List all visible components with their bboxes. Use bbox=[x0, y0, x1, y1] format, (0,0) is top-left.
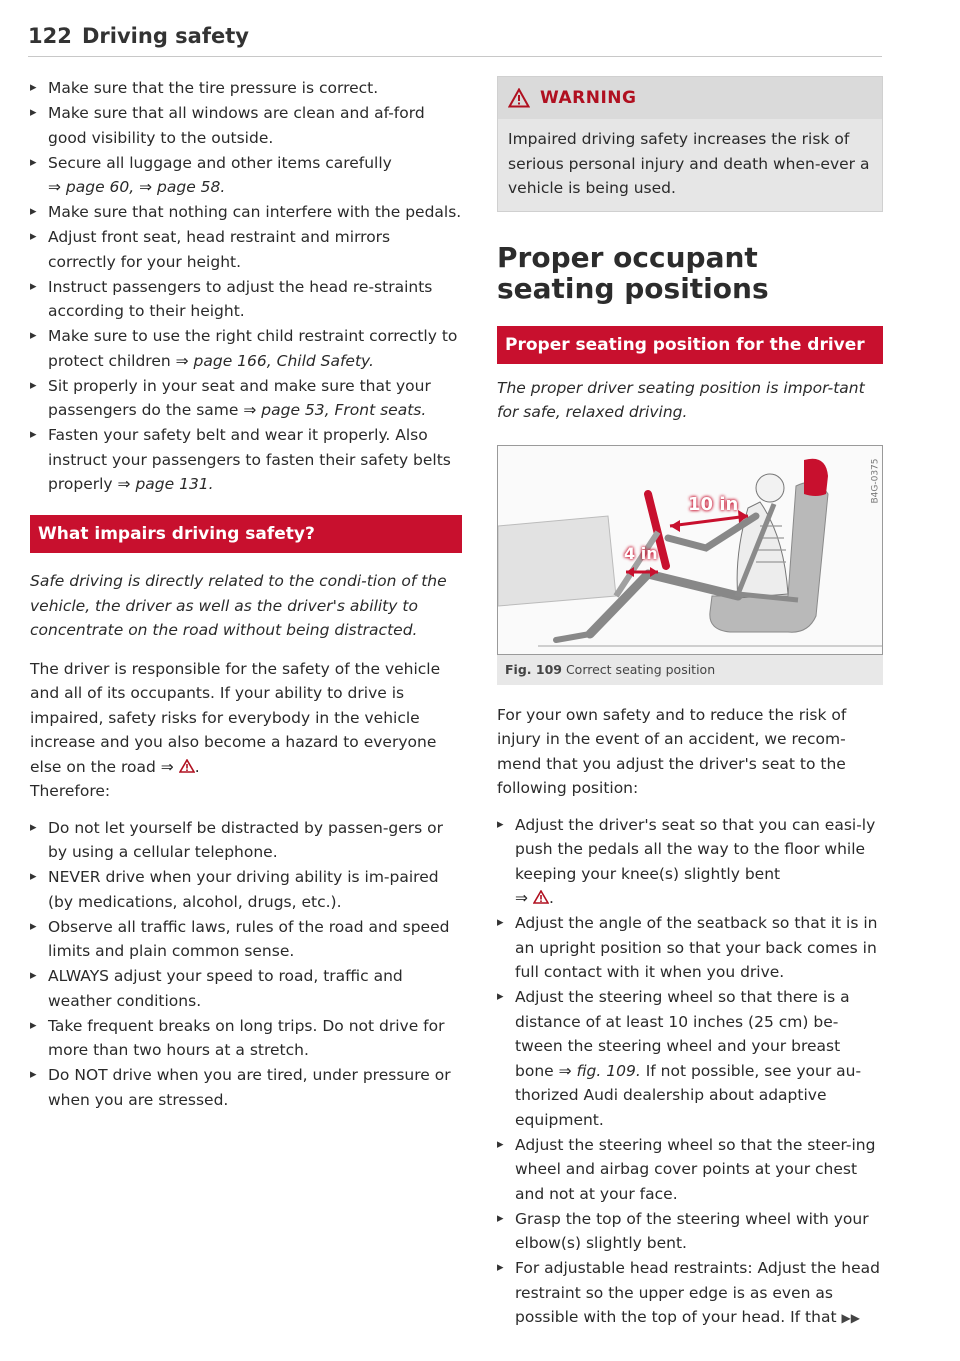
figure-seating-position bbox=[497, 445, 883, 655]
list-item bbox=[497, 985, 883, 1132]
list-item: ▸ Instruct passengers to adjust the head re-straints according to their height. bbox=[30, 275, 462, 324]
distance-label-4in: 4 in bbox=[624, 543, 658, 563]
list-item bbox=[497, 1256, 883, 1331]
list-item: ▸ Do not let yourself be distracted by passen-gers or by using a cellular telephone. bbox=[30, 816, 462, 865]
warning-triangle-icon bbox=[179, 759, 195, 773]
list-item: ▸ Observe all traffic laws, rules of the road and speed limits and plain common sense. bbox=[30, 915, 462, 964]
list-item: ▸ Grasp the top of the steering wheel with your elbow(s) slightly bent. bbox=[497, 1207, 883, 1256]
warning-reference-link[interactable]: ⇒ . bbox=[515, 889, 554, 907]
figure-caption bbox=[497, 655, 883, 685]
list-item-text: Adjust the steering wheel so that there is a distance of at least 10 inches (25 cm) be-tween the steering wheel and your breast bone bbox=[515, 988, 850, 1080]
section-banner: Proper seating position for the driver bbox=[497, 326, 883, 364]
list-item bbox=[30, 423, 462, 497]
list-item-text: Fasten your safety belt and wear it properly. Also instruct your passengers to fasten their safety belts properly bbox=[48, 426, 451, 493]
list-item bbox=[30, 151, 462, 200]
list-item: ▸ Adjust the steering wheel so that the steer-ing wheel and airbag cover points at your chest and not at your face. bbox=[497, 1133, 883, 1207]
warning-header bbox=[498, 77, 882, 119]
figure-caption-text: Correct seating position bbox=[565, 661, 716, 677]
figure-reference-link[interactable]: ⇒ fig. 109. bbox=[558, 1061, 641, 1080]
list-item: ▸ NEVER drive when your driving ability is im-paired (by medications, alcohol, drugs, etc.). bbox=[30, 865, 462, 914]
body-paragraph: For your own safety and to reduce the risk of injury in the event of an accident, we recom-mend that you adjust the driver's seat to the following position: bbox=[497, 705, 847, 797]
warning-title: WARNING bbox=[540, 88, 637, 108]
warning-box bbox=[497, 76, 883, 212]
list-item bbox=[497, 813, 883, 911]
body-text: The driver is responsible for the safety of the vehicle and all of its occupants. If your ability to drive is impaired, safety risks for everybody in the vehicle increase and you also become a hazard to everyone else on the road bbox=[30, 659, 441, 776]
warning-triangle-icon bbox=[533, 890, 549, 904]
list-item: ▸ Make sure that nothing can interfere with the pedals. bbox=[30, 200, 462, 225]
distance-label-10in: 10 in bbox=[688, 493, 739, 515]
warning-triangle-icon bbox=[508, 88, 530, 108]
warning-reference-link[interactable]: ⇒ . bbox=[160, 757, 200, 776]
list-item-text: For adjustable head restraints: Adjust the head restraint so the upper edge is as even as possible with the top of your head. If that bbox=[515, 1259, 880, 1326]
body-paragraph bbox=[30, 657, 462, 780]
page-number: 122 bbox=[28, 24, 72, 48]
list-item: ▸ Adjust front seat, head restraint and mirrors correctly for your height. bbox=[30, 225, 462, 274]
continue-arrow-icon: ▶▶ bbox=[841, 1311, 860, 1325]
list-item bbox=[30, 324, 462, 373]
warning-text: Impaired driving safety increases the risk of serious personal injury and death when-ever a vehicle is being used. bbox=[508, 130, 870, 197]
page-heading: Proper occupant seating positions bbox=[497, 240, 769, 305]
left-column bbox=[30, 76, 462, 1113]
page-header bbox=[28, 24, 882, 57]
seated-driver-illustration bbox=[498, 446, 882, 654]
page-reference-link[interactable]: ⇒ page 166, Child Safety. bbox=[175, 351, 374, 370]
figure-code: B4G-0375 bbox=[870, 457, 881, 504]
list-item-text: Sit properly in your seat and make sure that your passengers do the same bbox=[48, 376, 431, 419]
list-item: ▸ Make sure that all windows are clean and af-ford good visibility to the outside. bbox=[30, 101, 462, 150]
figure-number: Fig. 109 bbox=[505, 661, 562, 677]
list-item-text: Adjust the driver's seat so that you can easi-ly push the pedals all the way to the floor while keeping your knee(s) slightly bent bbox=[515, 815, 876, 883]
list-item bbox=[30, 374, 462, 423]
list-item-text: Make sure to use the right child restraint correctly to protect children bbox=[48, 327, 458, 370]
list-item: ▸ Make sure that the tire pressure is correct. bbox=[30, 76, 462, 101]
right-column bbox=[497, 76, 883, 1331]
list-item: ▸ ALWAYS adjust your speed to road, traffic and weather conditions. bbox=[30, 964, 462, 1013]
therefore-text: Therefore: bbox=[30, 782, 111, 800]
list-item: ▸ Do NOT drive when you are tired, under pressure or when you are stressed. bbox=[30, 1063, 462, 1112]
list-item-text: If not possible, see your au-thorized Audi dealership about adaptive equipment. bbox=[515, 1061, 862, 1129]
list-item-text: Secure all luggage and other items carefully bbox=[48, 153, 392, 172]
section-title: Driving safety bbox=[82, 24, 249, 48]
page-reference-link[interactable]: ⇒ page 60, ⇒ page 58. bbox=[48, 178, 226, 196]
page-reference-link[interactable]: ⇒ page 131. bbox=[117, 475, 214, 493]
section-banner: What impairs driving safety? bbox=[30, 515, 462, 553]
section-intro: Safe driving is directly related to the condi-tion of the vehicle, the driver as well as the driver's ability to concentrate on the road without being distracted. bbox=[30, 572, 447, 639]
section-intro: The proper driver seating position is impor-tant for safe, relaxed driving. bbox=[497, 378, 865, 421]
page-reference-link[interactable]: ⇒ page 53, Front seats. bbox=[243, 401, 427, 419]
list-item: ▸ Take frequent breaks on long trips. Do not drive for more than two hours at a stretch. bbox=[30, 1014, 462, 1063]
list-item: ▸ Adjust the angle of the seatback so that it is in an upright position so that your back comes in full contact with it when you drive. bbox=[497, 911, 883, 985]
